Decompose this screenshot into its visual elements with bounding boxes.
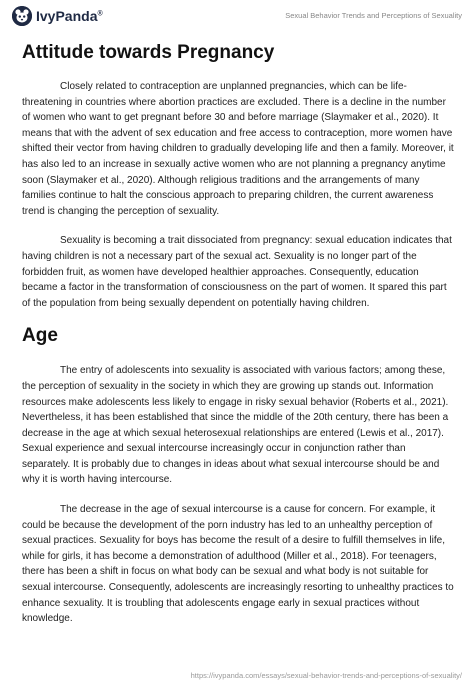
section-attitude-towards-pregnancy <box>22 40 454 311</box>
paragraph: The entry of adolescents into sexuality is associated with various factors; among these, the perception of sexuality in the society in which they are growing up stands out. Information resources make adolescents less likely to engage in risky sexual behavior (Roberts et al., 2021). Nevertheless, it has been established that since the middle of the 20th century, there has been a decrease in the age at which sexual heterosexual relationships are entered (Lewis et al., 2017). Sexual experience and sexual intercourse increasingly occur in conjunction rather than separately. It is probably due to changes in ideas about what sexual intercourse should be and why it is worth having intercourse. <box>22 365 449 486</box>
page-header <box>0 0 474 32</box>
ivypanda-logo[interactable] <box>12 6 103 26</box>
paragraph: The decrease in the age of sexual intercourse is a cause for concern. For example, it could be because the development of the porn industry has led to an unhealthy perception of sexual practices. Sexuality for boys has become the result of a desire to fulfill themselves in life, while for girls, it has become a demonstration of adulthood (Miller et al., 2018). For teenagers, there has been a shift in focus on what body can be sexual and what body is not suitable for sexual intercourse. Consequently, adolescents are increasingly resorting to unhealthy practices to enhance sexuality. It is troubling that adolescents engage early in sexual practices without knowledge. <box>22 504 454 625</box>
source-url[interactable]: https://ivypanda.com/essays/sexual-behavior-trends-and-perceptions-of-sexuality/ <box>190 671 462 680</box>
section-heading: Age <box>22 325 58 347</box>
essay-content <box>22 40 454 627</box>
section-age <box>22 323 454 627</box>
document-title: Sexual Behavior Trends and Perceptions of Sexuality <box>285 11 462 20</box>
brand-name: IvyPanda® <box>36 8 103 24</box>
section-heading: Attitude towards Pregnancy <box>22 42 275 63</box>
paragraph: Sexuality is becoming a trait dissociated from pregnancy: sexual education indicates that having children is not a necessary part of the sexual act. Sexuality is no longer part of the forbidden fruit, as women have developed healthier approaches. Consequently, education became a factor in the transformation of consciousness on the part of women. It spared this part of the population from being sexually dependent on potentially having children. <box>22 235 452 309</box>
panda-logo-icon <box>12 6 32 26</box>
paragraph: Closely related to contraception are unplanned pregnancies, which can be life-threatening in countries where abortion practices are excluded. There is a decline in the number of women who want to get pregnant before 30 and before marriage (Slaymaker et al., 2020). It means that with the advent of sex education and free access to contraception, more women have shifted their vector from having children to gradually developing life and then a family. Moreover, it has also led to an increase in sexually active women who are not planning a pregnancy anytime soon (Slaymaker et al., 2020). Although religious traditions and the arrangements of many families continue to halt the conscious approach to preparing children, the current awareness trend is changing the perception of sexuality. <box>22 81 454 217</box>
